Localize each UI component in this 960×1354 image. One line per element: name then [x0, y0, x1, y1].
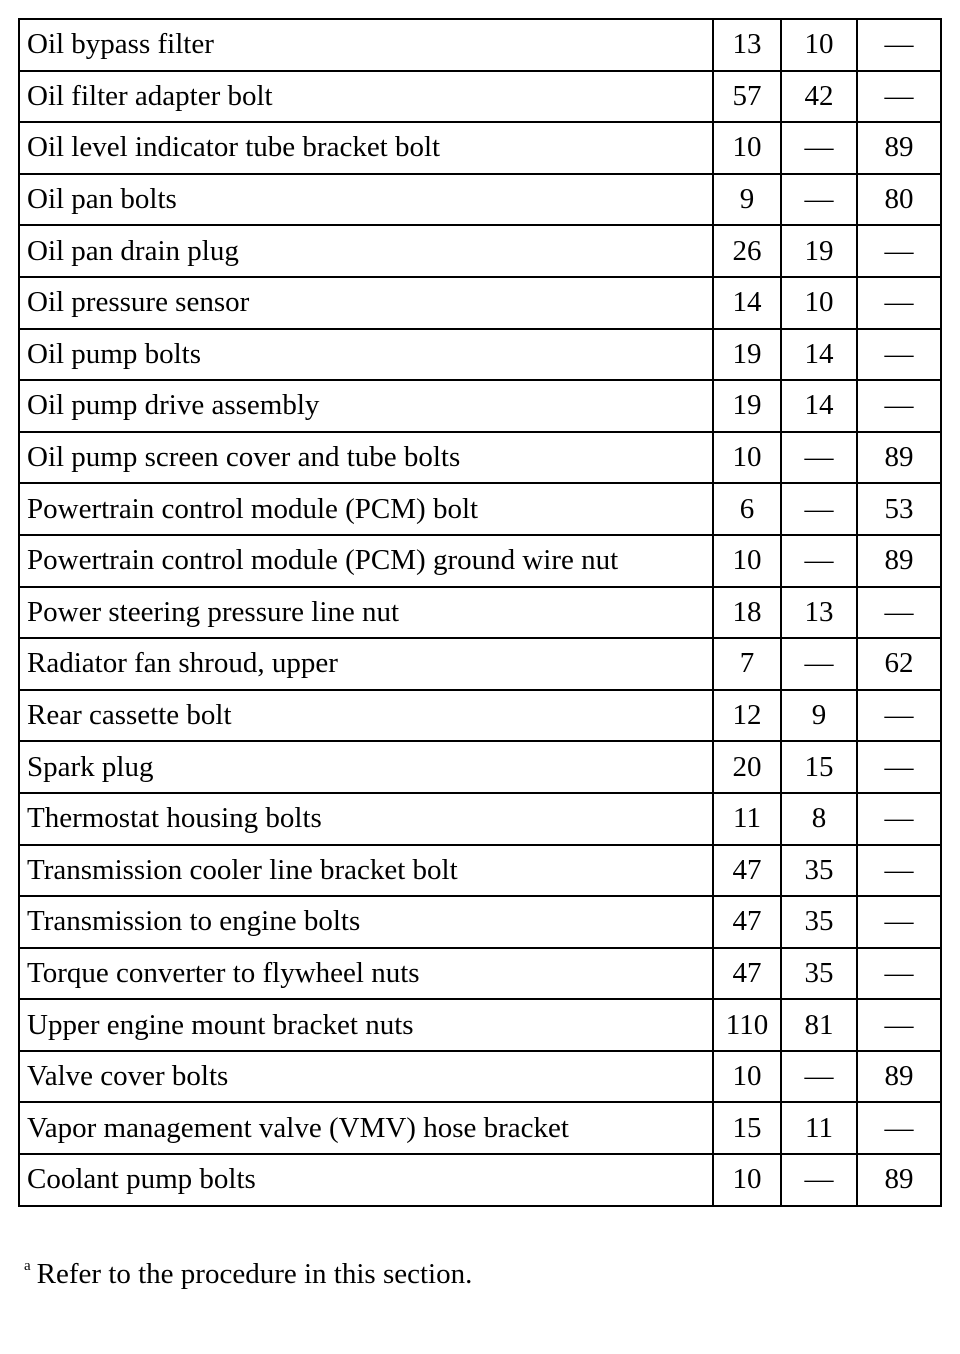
item-cell: Valve cover bolts: [19, 1051, 713, 1103]
lbin-cell: —: [857, 19, 941, 71]
lbin-cell: —: [857, 741, 941, 793]
nm-cell: 10: [713, 122, 781, 174]
item-cell: Oil pressure sensor: [19, 277, 713, 329]
lbin-cell: 89: [857, 432, 941, 484]
item-cell: Transmission to engine bolts: [19, 896, 713, 948]
lbin-cell: 89: [857, 535, 941, 587]
lbft-cell: —: [781, 122, 857, 174]
table-row: [19, 535, 941, 587]
nm-cell: 47: [713, 896, 781, 948]
item-cell: Oil level indicator tube bracket bolt: [19, 122, 713, 174]
lbft-cell: 14: [781, 329, 857, 381]
lbft-cell: 10: [781, 19, 857, 71]
lbin-cell: —: [857, 948, 941, 1000]
item-cell: Transmission cooler line bracket bolt: [19, 845, 713, 897]
table-row: [19, 1102, 941, 1154]
table-row: [19, 999, 941, 1051]
nm-cell: 110: [713, 999, 781, 1051]
lbft-cell: 19: [781, 225, 857, 277]
table-row: [19, 948, 941, 1000]
table-row: [19, 19, 941, 71]
lbft-cell: —: [781, 1154, 857, 1206]
lbin-cell: 89: [857, 122, 941, 174]
torque-spec-table: [18, 18, 942, 1207]
lbin-cell: 80: [857, 174, 941, 226]
lbft-cell: 35: [781, 948, 857, 1000]
item-cell: Oil pump drive assembly: [19, 380, 713, 432]
lbft-cell: —: [781, 483, 857, 535]
lbft-cell: 35: [781, 896, 857, 948]
nm-cell: 10: [713, 1154, 781, 1206]
table-row: [19, 71, 941, 123]
table-row: [19, 690, 941, 742]
table-row: [19, 845, 941, 897]
lbft-cell: —: [781, 174, 857, 226]
nm-cell: 18: [713, 587, 781, 639]
lbin-cell: 89: [857, 1154, 941, 1206]
lbft-cell: —: [781, 638, 857, 690]
nm-cell: 57: [713, 71, 781, 123]
lbin-cell: —: [857, 225, 941, 277]
table-row: [19, 896, 941, 948]
lbft-cell: —: [781, 1051, 857, 1103]
lbin-cell: —: [857, 587, 941, 639]
table-row: [19, 174, 941, 226]
lbft-cell: 8: [781, 793, 857, 845]
nm-cell: 13: [713, 19, 781, 71]
lbft-cell: 10: [781, 277, 857, 329]
nm-cell: 19: [713, 329, 781, 381]
torque-spec-table-body: [19, 19, 941, 1206]
item-cell: Vapor management valve (VMV) hose bracket: [19, 1102, 713, 1154]
nm-cell: 26: [713, 225, 781, 277]
item-cell: Power steering pressure line nut: [19, 587, 713, 639]
nm-cell: 6: [713, 483, 781, 535]
lbin-cell: 89: [857, 1051, 941, 1103]
lbin-cell: —: [857, 896, 941, 948]
lbft-cell: 81: [781, 999, 857, 1051]
nm-cell: 47: [713, 845, 781, 897]
item-cell: Oil filter adapter bolt: [19, 71, 713, 123]
lbft-cell: 15: [781, 741, 857, 793]
table-row: [19, 587, 941, 639]
lbft-cell: 9: [781, 690, 857, 742]
nm-cell: 15: [713, 1102, 781, 1154]
lbin-cell: —: [857, 845, 941, 897]
item-cell: Powertrain control module (PCM) bolt: [19, 483, 713, 535]
nm-cell: 9: [713, 174, 781, 226]
item-cell: Upper engine mount bracket nuts: [19, 999, 713, 1051]
item-cell: Oil pan drain plug: [19, 225, 713, 277]
table-row: [19, 638, 941, 690]
nm-cell: 10: [713, 535, 781, 587]
lbin-cell: —: [857, 999, 941, 1051]
lbin-cell: —: [857, 690, 941, 742]
item-cell: Rear cassette bolt: [19, 690, 713, 742]
lbft-cell: 11: [781, 1102, 857, 1154]
nm-cell: 19: [713, 380, 781, 432]
footnote-marker: a: [24, 1258, 31, 1274]
lbin-cell: 53: [857, 483, 941, 535]
item-cell: Torque converter to flywheel nuts: [19, 948, 713, 1000]
table-row: [19, 1051, 941, 1103]
nm-cell: 47: [713, 948, 781, 1000]
table-row: [19, 329, 941, 381]
lbin-cell: —: [857, 329, 941, 381]
lbft-cell: 35: [781, 845, 857, 897]
table-row: [19, 741, 941, 793]
table-row: [19, 1154, 941, 1206]
item-cell: Radiator fan shroud, upper: [19, 638, 713, 690]
lbft-cell: 13: [781, 587, 857, 639]
table-row: [19, 432, 941, 484]
item-cell: Thermostat housing bolts: [19, 793, 713, 845]
table-row: [19, 277, 941, 329]
table-row: [19, 483, 941, 535]
table-row: [19, 793, 941, 845]
lbft-cell: —: [781, 535, 857, 587]
item-cell: Oil pump bolts: [19, 329, 713, 381]
table-row: [19, 380, 941, 432]
item-cell: Oil bypass filter: [19, 19, 713, 71]
lbin-cell: 62: [857, 638, 941, 690]
lbin-cell: —: [857, 71, 941, 123]
lbft-cell: —: [781, 432, 857, 484]
nm-cell: 14: [713, 277, 781, 329]
item-cell: Oil pan bolts: [19, 174, 713, 226]
table-row: [19, 122, 941, 174]
lbin-cell: —: [857, 277, 941, 329]
lbin-cell: —: [857, 1102, 941, 1154]
nm-cell: 10: [713, 432, 781, 484]
item-cell: Spark plug: [19, 741, 713, 793]
footnote-text: Refer to the procedure in this section.: [36, 1258, 473, 1290]
item-cell: Coolant pump bolts: [19, 1154, 713, 1206]
nm-cell: 12: [713, 690, 781, 742]
lbin-cell: —: [857, 380, 941, 432]
lbft-cell: 14: [781, 380, 857, 432]
item-cell: Oil pump screen cover and tube bolts: [19, 432, 713, 484]
nm-cell: 11: [713, 793, 781, 845]
footnote: [24, 1258, 472, 1291]
nm-cell: 7: [713, 638, 781, 690]
lbft-cell: 42: [781, 71, 857, 123]
table-row: [19, 225, 941, 277]
lbin-cell: —: [857, 793, 941, 845]
nm-cell: 10: [713, 1051, 781, 1103]
nm-cell: 20: [713, 741, 781, 793]
item-cell: Powertrain control module (PCM) ground wire nut: [19, 535, 713, 587]
